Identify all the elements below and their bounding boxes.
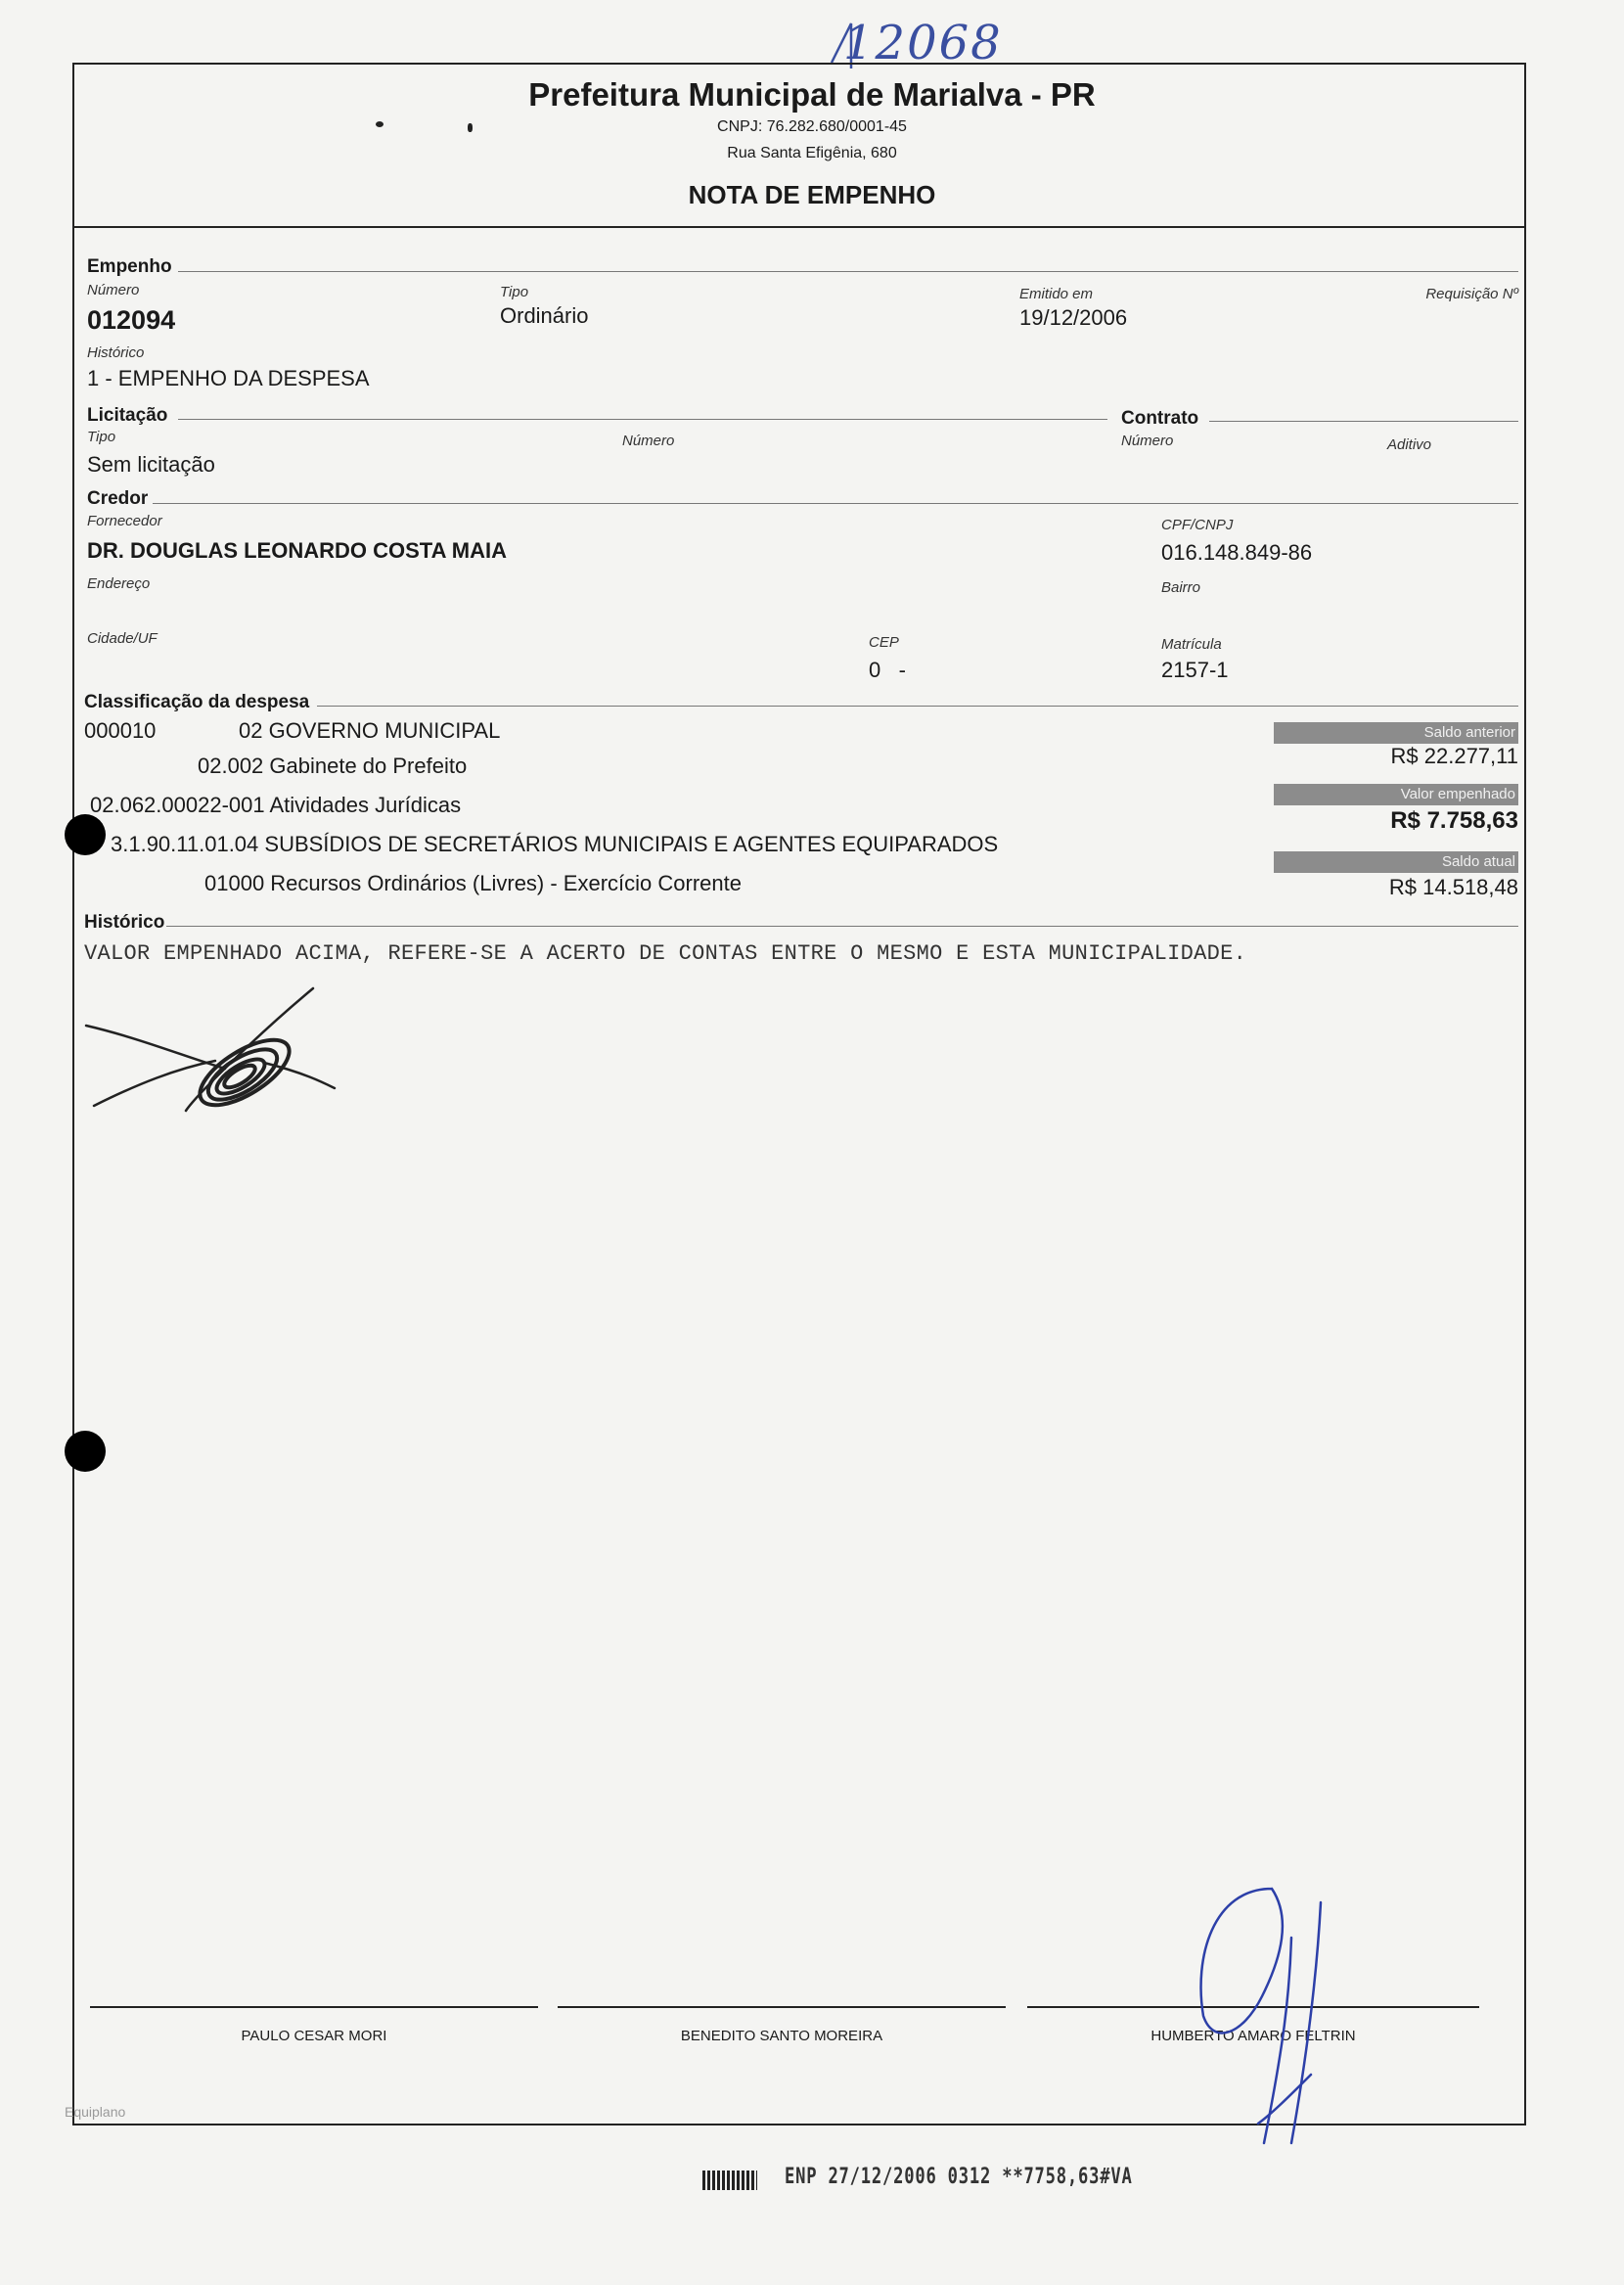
saldo-anterior-label: Saldo anterior	[1274, 722, 1518, 744]
handwritten-number: 12068	[843, 16, 1003, 70]
tipo-value: Ordinário	[500, 303, 589, 328]
licitacao-tipo-value: Sem licitação	[87, 452, 215, 477]
endereco-label: Endereço	[87, 575, 151, 592]
fornecedor-value: DR. DOUGLAS LEONARDO COSTA MAIA	[87, 538, 507, 563]
header-divider	[72, 226, 1526, 228]
address-text: Rua Santa Efigênia, 680	[727, 145, 897, 161]
barcode-mark	[702, 2171, 757, 2190]
signer-1-name: PAULO CESAR MORI	[241, 2028, 387, 2044]
signature-line-1	[90, 2006, 538, 2008]
section-rule	[178, 419, 1107, 420]
scan-speck	[376, 121, 383, 127]
licitacao-numero-label: Número	[622, 433, 675, 449]
section-empenho: Empenho	[87, 256, 172, 277]
empenho-number: 012094	[87, 305, 176, 335]
cidade-label: Cidade/UF	[87, 630, 158, 647]
matricula-label: Matrícula	[1161, 636, 1222, 653]
signer-2-name: BENEDITO SANTO MOREIRA	[680, 2028, 883, 2044]
emitido-value: 19/12/2006	[1019, 305, 1128, 330]
cep-value: 0 -	[869, 658, 906, 682]
class-funcional: 02.062.00022-001 Atividades Jurídicas	[90, 793, 462, 817]
scan-speck	[468, 123, 473, 132]
emitido-label: Emitido em	[1019, 286, 1094, 302]
cpf-value: 016.148.849-86	[1161, 540, 1313, 565]
punch-hole	[65, 1431, 106, 1472]
cpf-label: CPF/CNPJ	[1161, 517, 1234, 533]
contrato-numero-label: Número	[1121, 433, 1174, 449]
signature-scribble-2	[1174, 1879, 1370, 2153]
payment-stamp: ENP 27/12/2006 0312 **7758,63#VA	[785, 2165, 1133, 2189]
class-orgao: 02 GOVERNO MUNICIPAL	[239, 718, 501, 743]
saldo-atual-value: R$ 14.518,48	[1388, 875, 1518, 899]
cnpj-text: CNPJ: 76.282.680/0001-45	[717, 118, 907, 135]
valor-empenhado-label: Valor empenhado	[1274, 784, 1518, 805]
software-brand: Equiplano	[65, 2104, 126, 2120]
signer-3-name: HUMBERTO AMARO FELTRIN	[1150, 2028, 1356, 2044]
class-elemento: 3.1.90.11.01.04 SUBSÍDIOS DE SECRETÁRIOS MUNICIPAIS E AGENTES EQUIPARADOS	[111, 832, 999, 856]
class-unidade: 02.002 Gabinete do Prefeito	[198, 754, 468, 778]
licitacao-tipo-label: Tipo	[87, 429, 116, 445]
section-rule	[178, 271, 1518, 272]
historico-text: VALOR EMPENHADO ACIMA, REFERE-SE A ACERTO DE CONTAS ENTRE O MESMO E ESTA MUNICIPALIDADE.	[84, 941, 1247, 966]
municipality-title: Prefeitura Municipal de Marialva - PR	[528, 76, 1096, 113]
requisicao-label: Requisição Nº	[1425, 286, 1518, 302]
saldo-atual-label: Saldo atual	[1274, 851, 1518, 873]
punch-hole	[65, 814, 106, 855]
tipo-label: Tipo	[500, 284, 529, 300]
signature-line-2	[558, 2006, 1006, 2008]
section-contrato: Contrato	[1121, 408, 1199, 429]
class-recurso: 01000 Recursos Ordinários (Livres) - Exercício Corrente	[204, 871, 742, 895]
matricula-value: 2157-1	[1161, 658, 1229, 682]
valor-empenhado-value: R$ 7.758,63	[1390, 807, 1518, 834]
numero-label: Número	[87, 282, 140, 298]
section-rule	[1209, 421, 1518, 422]
bairro-label: Bairro	[1161, 579, 1201, 596]
contrato-aditivo-label: Aditivo	[1387, 436, 1432, 453]
signature-scribble-1	[78, 979, 352, 1135]
class-code: 000010	[84, 718, 157, 743]
section-rule	[317, 706, 1518, 707]
fornecedor-label: Fornecedor	[87, 513, 162, 529]
section-historico: Histórico	[84, 912, 165, 933]
section-rule	[153, 503, 1518, 504]
saldo-anterior-value: R$ 22.277,11	[1390, 744, 1518, 768]
cep-label: CEP	[869, 634, 899, 651]
section-classificacao: Classificação da despesa	[84, 692, 310, 712]
section-rule	[166, 926, 1518, 927]
section-licitacao: Licitação	[87, 405, 168, 426]
section-credor: Credor	[87, 488, 149, 509]
historico-label: Histórico	[87, 344, 145, 361]
historico-value: 1 - EMPENHO DA DESPESA	[87, 366, 370, 390]
doc-title: NOTA DE EMPENHO	[688, 180, 936, 209]
